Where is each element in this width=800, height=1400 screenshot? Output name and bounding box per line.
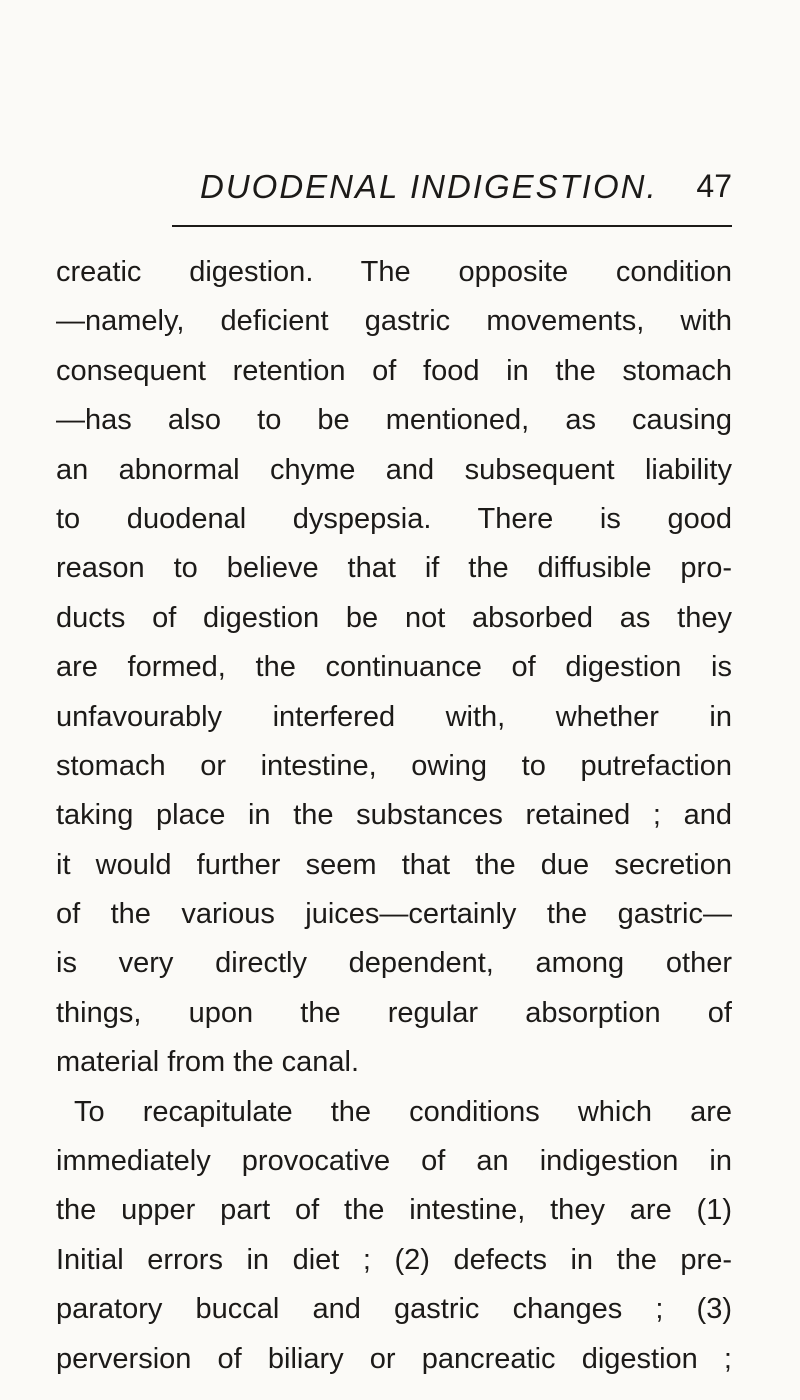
text-line: —namely, deficient gastric movements, with bbox=[56, 305, 732, 338]
text-line: is very directly dependent, among other bbox=[56, 947, 732, 980]
running-head bbox=[172, 168, 732, 218]
text-line: consequent retention of food in the stomach bbox=[56, 354, 732, 387]
text-line: perversion of biliary or pancreatic digestion ; bbox=[56, 1342, 732, 1375]
header-rule bbox=[172, 225, 732, 227]
text-line: creatic digestion. The opposite condition bbox=[56, 256, 732, 288]
text-line: ducts of digestion be not absorbed as they bbox=[56, 601, 732, 634]
text-line: it would further seem that the due secretion bbox=[56, 848, 732, 881]
text-line: are formed, the continuance of digestion is bbox=[56, 651, 732, 684]
text-line: of the various juices—certainly the gastric— bbox=[56, 898, 732, 931]
text-line: the upper part of the intestine, they are (1) bbox=[56, 1194, 732, 1227]
text-line: immediately provocative of an indigestion in bbox=[56, 1145, 732, 1178]
text-line: Initial errors in diet ; (2) defects in the pre- bbox=[56, 1243, 732, 1276]
page-number: 47 bbox=[696, 168, 732, 204]
text-line: taking place in the substances retained ; and bbox=[56, 799, 732, 832]
text-line: —has also to be mentioned, as causing bbox=[56, 404, 732, 437]
text-line: reason to believe that if the diffusible pro- bbox=[56, 552, 732, 585]
text-line: an abnormal chyme and subsequent liability bbox=[56, 453, 732, 486]
text-line: things, upon the regular absorption of bbox=[56, 996, 732, 1029]
text-line: stomach or intestine, owing to putrefaction bbox=[56, 749, 732, 782]
text-line: to duodenal dyspepsia. There is good bbox=[56, 502, 732, 535]
text-line: paratory buccal and gastric changes ; (3) bbox=[56, 1293, 732, 1326]
text-line: unfavourably interfered with, whether in bbox=[56, 700, 732, 733]
text-line: material from the canal. bbox=[56, 1046, 360, 1079]
body-text bbox=[56, 248, 732, 1384]
text-line: To recapitulate the conditions which are bbox=[74, 1095, 732, 1128]
running-title: DUODENAL INDIGESTION. bbox=[200, 168, 658, 205]
